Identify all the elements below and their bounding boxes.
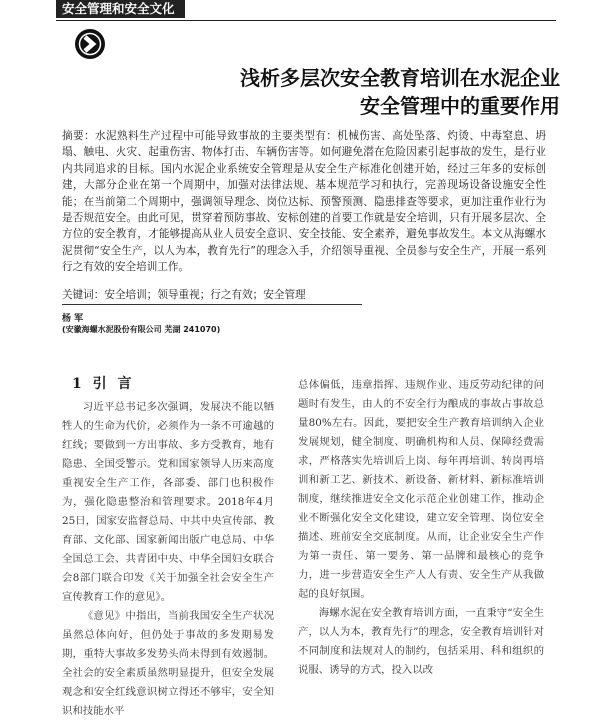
abstract-text: 摘要：水泥熟料生产过程中可能导致事故的主要类型有：机械伤害、高处坠落、灼烫、中毒窒息、坍塌、触电、火灾、起重伤害、物体打击、车辆伤害等。如何避免潜在危险因素引起事故的发生，是行业内共同追求的目标。国内水泥企业系统安全管理是从安全生产标准化创建开始，经过三年多的安标创建，大部分企业在第一个周期中，加强对法律法规、基本规范学习和执行，完善现场设备设施安全性能；在当前第二个周期中，强调领导理念、岗位达标、预警预测、隐患排查等要求，更加注重作业行为是否规范安全。由此可见，贯穿着预防事故、安标创建的首要工作就是安全培训，只有开展多层次、全方位的安全教育，才能够提高从业人员安全意识、安全技能、安全素养，避免事故发生。本文从海螺水泥贯彻“安全生产，以人为本，教育先行”的理念入手，介绍领导重视、全员参与安全生产，开展一系列行之有效的安全培训工作。 <box>62 130 546 274</box>
running-header <box>56 0 556 21</box>
section-label: 安全管理和安全文化 <box>56 0 185 18</box>
section-heading: 1 引 言 <box>72 376 135 392</box>
paragraph: 海螺水泥在安全教育培训方面，一直秉守“安全生产，以人为本，教育先行”的理念，安全教育培训针对不同制度和法规对人的制约，包括采用、科和组织的说服、诱导的方式，投入以改 <box>298 607 544 676</box>
article-title-line2: 安全管理中的重要作用 <box>360 94 560 118</box>
article-title-line1: 浅析多层次安全教育培训在水泥企业 <box>240 66 560 90</box>
paragraph: 习近平总书记多次强调，发展决不能以牺牲人的生命为代价，必须作为一条不可逾越的红线；要做到一方出事故、多方受教育，地有隐患、全国受警示。党和国家领导人历来高度重视安全生产工作，各部委、部门也积极作为，强化隐患整治和管理要求。2018年4月25日，国家安监督总局、中共中央宣传部、教育部、文化部、国家新闻出版广电总局、中华全国总工会、共青团中央、中华全国妇女联合会8部门联合印发《关于加强全社会安全生产宣传教育工作的意见》。 <box>62 401 274 603</box>
body-right-column <box>298 376 544 680</box>
paragraph: 《意见》中指出，当前我国安全生产状况虽然总体向好，但仍处于事故的多发期易发期，重特大事故多发势头尚未得到有效遏制。全社会的安全素质虽然明显提升，但安全发展观念和安全红线意识树立得还不够牢，安全知识和技能水平 <box>62 610 274 717</box>
divider <box>62 304 362 305</box>
author-affiliation: (安徽海螺水泥股份有限公司 芜湖 241070) <box>62 325 221 334</box>
paragraph: 总体偏低，违章指挥、违规作业、违反劳动纪律的问题时有发生，由人的不安全行为酿成的事故占事故总量80%左右。因此，要把安全生产教育培训纳入企业发展规划，健全制度、明确机构和人员、保障经费需求，严格落实先培训后上岗、每年再培训、转岗再培训和新工艺、新技术、新设备、新材料、新标准培训制度，继续推进安全文化示范企业创建工作，推动企业不断强化安全文化建设，建立安全管理、岗位安全描述、班前安全交底制度。从而，让企业安全生产作为第一责任、第一要务、第一品牌和最核心的竞争力，进一步营造安全生产人人有责、安全生产从我做起的良好氛围。 <box>298 379 544 600</box>
author-name: 杨 军 <box>62 314 84 324</box>
keywords: 关键词：安全培训；领导重视；行之有效；安全管理 <box>62 289 306 301</box>
arrow-right-icon <box>74 28 106 60</box>
body-left-column <box>62 398 274 721</box>
abstract <box>62 128 546 276</box>
